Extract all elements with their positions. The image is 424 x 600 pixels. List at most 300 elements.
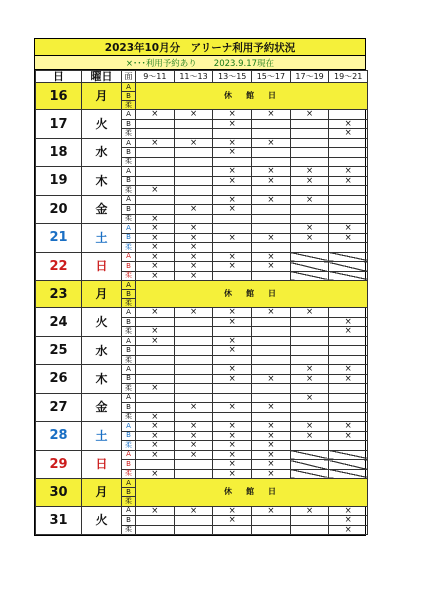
header-row bbox=[36, 71, 368, 83]
reserved-cell: × bbox=[174, 441, 213, 451]
day-number: 26 bbox=[36, 365, 82, 394]
slot-cell bbox=[252, 214, 291, 224]
reserved-cell: × bbox=[290, 365, 329, 375]
facility-label: A bbox=[122, 365, 136, 375]
facility-label: 柔 bbox=[122, 412, 136, 422]
slot-cell bbox=[136, 129, 175, 139]
unavailable-cell bbox=[290, 469, 329, 479]
slot-cell bbox=[174, 317, 213, 327]
reserved-cell: × bbox=[252, 441, 291, 451]
reserved-cell: × bbox=[136, 271, 175, 281]
table-row bbox=[36, 393, 368, 403]
header-facility: 面 bbox=[122, 71, 136, 83]
reserved-cell: × bbox=[136, 308, 175, 318]
slot-cell bbox=[213, 186, 252, 196]
reserved-cell: × bbox=[213, 138, 252, 148]
facility-label: A bbox=[122, 393, 136, 403]
slot-cell bbox=[252, 365, 291, 375]
reserved-cell: × bbox=[329, 506, 368, 516]
reserved-cell: × bbox=[136, 336, 175, 346]
slot-cell bbox=[252, 129, 291, 139]
slot-cell bbox=[213, 129, 252, 139]
closed-day-label: 休 館 日 bbox=[136, 479, 368, 506]
slot-cell bbox=[174, 346, 213, 356]
reserved-cell: × bbox=[174, 403, 213, 413]
reserved-cell: × bbox=[174, 262, 213, 272]
reserved-cell: × bbox=[252, 195, 291, 205]
facility-label: 柔 bbox=[122, 101, 136, 110]
slot-cell bbox=[213, 224, 252, 234]
day-number: 21 bbox=[36, 224, 82, 253]
facility-label: A bbox=[122, 83, 136, 92]
slot-cell bbox=[329, 346, 368, 356]
slot-cell bbox=[252, 346, 291, 356]
unavailable-cell bbox=[290, 252, 329, 262]
reserved-cell: × bbox=[252, 403, 291, 413]
slot-cell bbox=[136, 119, 175, 129]
slot-cell bbox=[174, 469, 213, 479]
reserved-cell: × bbox=[252, 422, 291, 432]
reserved-cell: × bbox=[213, 441, 252, 451]
reserved-cell: × bbox=[136, 450, 175, 460]
facility-label: A bbox=[122, 252, 136, 262]
facility-label: B bbox=[122, 460, 136, 470]
reserved-cell: × bbox=[136, 412, 175, 422]
slot-cell bbox=[136, 346, 175, 356]
unavailable-cell bbox=[329, 252, 368, 262]
unavailable-cell bbox=[290, 450, 329, 460]
facility-label: A bbox=[122, 110, 136, 120]
unavailable-cell bbox=[329, 271, 368, 281]
reserved-cell: × bbox=[290, 195, 329, 205]
table-row bbox=[36, 422, 368, 432]
unavailable-cell bbox=[329, 469, 368, 479]
slot-cell bbox=[329, 110, 368, 120]
day-number: 28 bbox=[36, 422, 82, 451]
slot-cell bbox=[136, 525, 175, 535]
reserved-cell: × bbox=[213, 252, 252, 262]
facility-label: A bbox=[122, 506, 136, 516]
reserved-cell: × bbox=[252, 374, 291, 384]
day-number: 30 bbox=[36, 479, 82, 506]
facility-label: 柔 bbox=[122, 384, 136, 394]
facility-label: B bbox=[122, 374, 136, 384]
table-row bbox=[36, 308, 368, 318]
slot-cell bbox=[290, 516, 329, 526]
reserved-cell: × bbox=[136, 138, 175, 148]
reserved-cell: × bbox=[213, 308, 252, 318]
slot-cell bbox=[252, 525, 291, 535]
legend-and-date: ×･･･利用予約あり 2023.9.17現在 bbox=[35, 56, 365, 70]
reserved-cell: × bbox=[329, 327, 368, 337]
slot-cell bbox=[174, 119, 213, 129]
reserved-cell: × bbox=[252, 469, 291, 479]
facility-label: A bbox=[122, 195, 136, 205]
slot-cell bbox=[136, 516, 175, 526]
weekday: 木 bbox=[82, 365, 122, 394]
reserved-cell: × bbox=[329, 317, 368, 327]
facility-label: 柔 bbox=[122, 157, 136, 166]
slot-cell bbox=[136, 365, 175, 375]
day-number: 22 bbox=[36, 252, 82, 281]
reserved-cell: × bbox=[329, 516, 368, 526]
reserved-cell: × bbox=[136, 262, 175, 272]
reserved-cell: × bbox=[136, 243, 175, 253]
slot-cell bbox=[213, 271, 252, 281]
slot-cell bbox=[252, 384, 291, 394]
header-day: 日 bbox=[36, 71, 82, 83]
reserved-cell: × bbox=[252, 262, 291, 272]
reserved-cell: × bbox=[329, 233, 368, 243]
slot-cell bbox=[213, 525, 252, 535]
slot-cell bbox=[329, 243, 368, 253]
facility-label: 柔 bbox=[122, 186, 136, 196]
slot-cell bbox=[290, 317, 329, 327]
reserved-cell: × bbox=[213, 346, 252, 356]
header-slot: 15～17 bbox=[252, 71, 291, 83]
unavailable-cell bbox=[329, 262, 368, 272]
slot-cell bbox=[174, 336, 213, 346]
slot-cell bbox=[329, 336, 368, 346]
reserved-cell: × bbox=[136, 384, 175, 394]
slot-cell bbox=[174, 327, 213, 337]
reserved-cell: × bbox=[252, 431, 291, 441]
unavailable-cell bbox=[290, 262, 329, 272]
day-number: 19 bbox=[36, 167, 82, 196]
table-row bbox=[36, 195, 368, 205]
reserved-cell: × bbox=[213, 374, 252, 384]
facility-label: A bbox=[122, 308, 136, 318]
reserved-cell: × bbox=[213, 403, 252, 413]
table-row bbox=[36, 138, 368, 148]
slot-cell bbox=[174, 129, 213, 139]
weekday: 金 bbox=[82, 393, 122, 422]
day-number: 27 bbox=[36, 393, 82, 422]
reserved-cell: × bbox=[329, 525, 368, 535]
reserved-cell: × bbox=[174, 450, 213, 460]
slot-cell bbox=[290, 205, 329, 215]
reserved-cell: × bbox=[252, 506, 291, 516]
slot-cell bbox=[329, 393, 368, 403]
slot-cell bbox=[252, 224, 291, 234]
header-slot: 9～11 bbox=[136, 71, 175, 83]
facility-label: B bbox=[122, 205, 136, 215]
slot-cell bbox=[252, 186, 291, 196]
slot-cell bbox=[252, 271, 291, 281]
table-row bbox=[36, 479, 368, 488]
reserved-cell: × bbox=[213, 506, 252, 516]
slot-cell bbox=[290, 525, 329, 535]
day-number: 29 bbox=[36, 450, 82, 479]
facility-label: 柔 bbox=[122, 469, 136, 479]
facility-label: A bbox=[122, 281, 136, 290]
slot-cell bbox=[136, 355, 175, 364]
slot-cell bbox=[329, 186, 368, 196]
slot-cell bbox=[252, 516, 291, 526]
reserved-cell: × bbox=[213, 317, 252, 327]
slot-cell bbox=[252, 148, 291, 158]
facility-label: B bbox=[122, 233, 136, 243]
reserved-cell: × bbox=[213, 176, 252, 186]
sheet-title: 2023年10月分 アリーナ利用予約状況 bbox=[35, 39, 365, 56]
reserved-cell: × bbox=[290, 374, 329, 384]
facility-label: A bbox=[122, 167, 136, 177]
reserved-cell: × bbox=[174, 422, 213, 432]
reserved-cell: × bbox=[136, 214, 175, 224]
reserved-cell: × bbox=[136, 469, 175, 479]
reserved-cell: × bbox=[136, 327, 175, 337]
reservation-body bbox=[36, 83, 368, 535]
slot-cell bbox=[136, 403, 175, 413]
slot-cell bbox=[252, 119, 291, 129]
facility-label: B bbox=[122, 148, 136, 158]
reserved-cell: × bbox=[136, 506, 175, 516]
facility-label: B bbox=[122, 317, 136, 327]
weekday: 日 bbox=[82, 450, 122, 479]
slot-cell bbox=[174, 355, 213, 364]
facility-label: B bbox=[122, 119, 136, 129]
day-number: 17 bbox=[36, 110, 82, 139]
header-slot: 13～15 bbox=[213, 71, 252, 83]
header-weekday: 曜日 bbox=[82, 71, 122, 83]
slot-cell bbox=[329, 148, 368, 158]
reserved-cell: × bbox=[329, 176, 368, 186]
reserved-cell: × bbox=[213, 422, 252, 432]
reserved-cell: × bbox=[290, 506, 329, 516]
slot-cell bbox=[290, 336, 329, 346]
day-number: 25 bbox=[36, 336, 82, 364]
reserved-cell: × bbox=[174, 138, 213, 148]
slot-cell bbox=[290, 346, 329, 356]
reserved-cell: × bbox=[290, 233, 329, 243]
slot-cell bbox=[213, 243, 252, 253]
slot-cell bbox=[252, 205, 291, 215]
slot-cell bbox=[136, 460, 175, 470]
reserved-cell: × bbox=[252, 450, 291, 460]
reserved-cell: × bbox=[252, 252, 291, 262]
slot-cell bbox=[329, 384, 368, 394]
reserved-cell: × bbox=[136, 252, 175, 262]
slot-cell bbox=[329, 138, 368, 148]
day-number: 16 bbox=[36, 83, 82, 110]
slot-cell bbox=[136, 195, 175, 205]
slot-cell bbox=[252, 243, 291, 253]
facility-label: B bbox=[122, 262, 136, 272]
facility-label: 柔 bbox=[122, 243, 136, 253]
facility-label: B bbox=[122, 176, 136, 186]
slot-cell bbox=[174, 157, 213, 166]
table-row bbox=[36, 167, 368, 177]
reserved-cell: × bbox=[136, 422, 175, 432]
table-row bbox=[36, 506, 368, 516]
reserved-cell: × bbox=[329, 119, 368, 129]
table-row bbox=[36, 365, 368, 375]
reserved-cell: × bbox=[136, 224, 175, 234]
closed-day-label: 休 館 日 bbox=[136, 281, 368, 308]
reserved-cell: × bbox=[136, 441, 175, 451]
slot-cell bbox=[174, 365, 213, 375]
reserved-cell: × bbox=[329, 365, 368, 375]
slot-cell bbox=[252, 327, 291, 337]
reserved-cell: × bbox=[213, 205, 252, 215]
reserved-cell: × bbox=[252, 176, 291, 186]
slot-cell bbox=[174, 525, 213, 535]
reserved-cell: × bbox=[213, 195, 252, 205]
facility-label: A bbox=[122, 450, 136, 460]
table-row bbox=[36, 450, 368, 460]
header-slot: 11～13 bbox=[174, 71, 213, 83]
weekday: 火 bbox=[82, 110, 122, 139]
reserved-cell: × bbox=[329, 374, 368, 384]
reserved-cell: × bbox=[329, 167, 368, 177]
facility-label: B bbox=[122, 92, 136, 101]
reserved-cell: × bbox=[174, 224, 213, 234]
facility-label: 柔 bbox=[122, 214, 136, 224]
slot-cell bbox=[136, 393, 175, 403]
slot-cell bbox=[136, 157, 175, 166]
facility-label: 柔 bbox=[122, 327, 136, 337]
reserved-cell: × bbox=[329, 431, 368, 441]
table-row bbox=[36, 336, 368, 346]
slot-cell bbox=[290, 119, 329, 129]
slot-cell bbox=[136, 205, 175, 215]
reserved-cell: × bbox=[213, 516, 252, 526]
reserved-cell: × bbox=[136, 110, 175, 120]
reserved-cell: × bbox=[213, 167, 252, 177]
reserved-cell: × bbox=[136, 233, 175, 243]
slot-cell bbox=[174, 460, 213, 470]
reserved-cell: × bbox=[213, 336, 252, 346]
reserved-cell: × bbox=[252, 233, 291, 243]
unavailable-cell bbox=[329, 460, 368, 470]
reserved-cell: × bbox=[290, 176, 329, 186]
reserved-cell: × bbox=[252, 167, 291, 177]
header-slot: 17～19 bbox=[290, 71, 329, 83]
slot-cell bbox=[174, 176, 213, 186]
reserved-cell: × bbox=[329, 422, 368, 432]
reserved-cell: × bbox=[213, 365, 252, 375]
slot-cell bbox=[290, 138, 329, 148]
facility-label: A bbox=[122, 336, 136, 346]
reserved-cell: × bbox=[136, 431, 175, 441]
reserved-cell: × bbox=[252, 138, 291, 148]
facility-label: A bbox=[122, 422, 136, 432]
facility-label: 柔 bbox=[122, 129, 136, 139]
slot-cell bbox=[174, 186, 213, 196]
slot-cell bbox=[213, 384, 252, 394]
facility-label: B bbox=[122, 431, 136, 441]
facility-label: A bbox=[122, 224, 136, 234]
reserved-cell: × bbox=[174, 110, 213, 120]
facility-label: B bbox=[122, 290, 136, 299]
reserved-cell: × bbox=[174, 431, 213, 441]
day-number: 20 bbox=[36, 195, 82, 224]
facility-label: A bbox=[122, 138, 136, 148]
facility-label: 柔 bbox=[122, 497, 136, 506]
closed-day-label: 休 館 日 bbox=[136, 83, 368, 110]
unavailable-cell bbox=[329, 450, 368, 460]
facility-label: 柔 bbox=[122, 441, 136, 451]
reserved-cell: × bbox=[252, 308, 291, 318]
weekday: 水 bbox=[82, 336, 122, 364]
slot-cell bbox=[329, 441, 368, 451]
slot-cell bbox=[290, 243, 329, 253]
slot-cell bbox=[290, 129, 329, 139]
slot-cell bbox=[174, 148, 213, 158]
weekday: 金 bbox=[82, 195, 122, 224]
table-row bbox=[36, 110, 368, 120]
reserved-cell: × bbox=[329, 129, 368, 139]
reserved-cell: × bbox=[174, 308, 213, 318]
weekday: 火 bbox=[82, 506, 122, 535]
slot-cell bbox=[174, 167, 213, 177]
reserved-cell: × bbox=[290, 422, 329, 432]
slot-cell bbox=[329, 403, 368, 413]
reserved-cell: × bbox=[252, 460, 291, 470]
weekday: 月 bbox=[82, 281, 122, 308]
slot-cell bbox=[174, 516, 213, 526]
weekday: 月 bbox=[82, 479, 122, 506]
weekday: 木 bbox=[82, 167, 122, 196]
reservation-table bbox=[35, 70, 368, 535]
slot-cell bbox=[136, 148, 175, 158]
reservation-sheet bbox=[34, 38, 366, 536]
day-number: 31 bbox=[36, 506, 82, 535]
reserved-cell: × bbox=[290, 431, 329, 441]
reserved-cell: × bbox=[290, 393, 329, 403]
facility-label: 柔 bbox=[122, 355, 136, 364]
reserved-cell: × bbox=[213, 431, 252, 441]
slot-cell bbox=[136, 167, 175, 177]
slot-cell bbox=[329, 195, 368, 205]
reserved-cell: × bbox=[290, 308, 329, 318]
reserved-cell: × bbox=[174, 205, 213, 215]
reserved-cell: × bbox=[174, 243, 213, 253]
reserved-cell: × bbox=[290, 110, 329, 120]
facility-label: A bbox=[122, 479, 136, 488]
unavailable-cell bbox=[290, 271, 329, 281]
header-slot: 19～21 bbox=[329, 71, 368, 83]
day-number: 24 bbox=[36, 308, 82, 337]
slot-cell bbox=[290, 186, 329, 196]
weekday: 火 bbox=[82, 308, 122, 337]
reserved-cell: × bbox=[213, 148, 252, 158]
reserved-cell: × bbox=[213, 119, 252, 129]
reserved-cell: × bbox=[290, 224, 329, 234]
reserved-cell: × bbox=[174, 252, 213, 262]
facility-label: B bbox=[122, 346, 136, 356]
slot-cell bbox=[290, 148, 329, 158]
facility-label: 柔 bbox=[122, 271, 136, 281]
weekday: 水 bbox=[82, 138, 122, 166]
facility-label: 柔 bbox=[122, 299, 136, 308]
reserved-cell: × bbox=[213, 233, 252, 243]
day-number: 18 bbox=[36, 138, 82, 166]
slot-cell bbox=[329, 205, 368, 215]
slot-cell bbox=[290, 327, 329, 337]
table-row bbox=[36, 224, 368, 234]
facility-label: 柔 bbox=[122, 525, 136, 535]
reserved-cell: × bbox=[174, 506, 213, 516]
reserved-cell: × bbox=[290, 167, 329, 177]
slot-cell bbox=[252, 355, 291, 364]
slot-cell bbox=[290, 441, 329, 451]
facility-label: B bbox=[122, 488, 136, 497]
reserved-cell: × bbox=[174, 271, 213, 281]
reserved-cell: × bbox=[252, 110, 291, 120]
reserved-cell: × bbox=[213, 469, 252, 479]
reserved-cell: × bbox=[329, 224, 368, 234]
